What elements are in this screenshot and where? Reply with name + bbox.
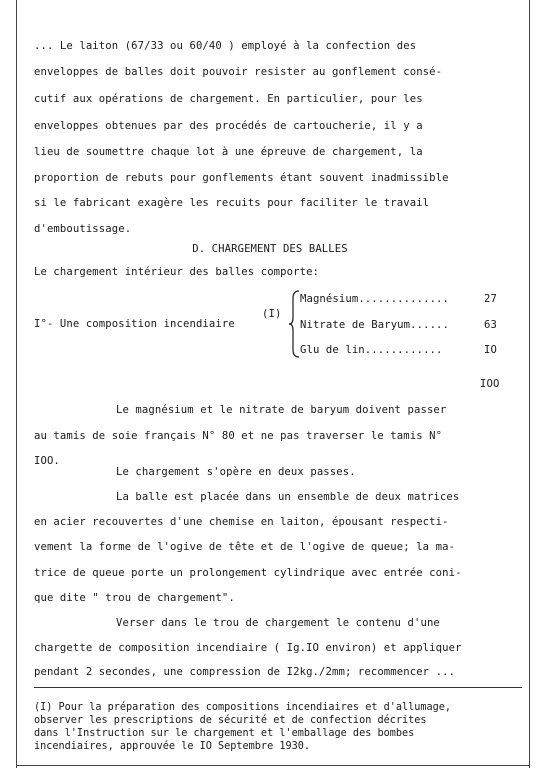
intro-line: Le chargement intérieur des balles comporte: — [34, 266, 320, 278]
paragraph-2-line-1: Le magnésium et le nitrate de baryum doivent passer — [116, 404, 447, 416]
paragraph-2-line-3: IOO. — [34, 455, 60, 467]
paragraph-5-line-1: Verser dans le trou de chargement le contenu d'une — [116, 617, 440, 629]
paragraph-1-line-5: lieu de soumettre chaque lot à une épreuve de chargement, la — [34, 146, 423, 158]
paragraph-1-line-4: enveloppes obtenues par des procédés de cartoucherie, il y a — [34, 120, 423, 132]
page-left-border — [16, 0, 17, 768]
paragraph-1-line-2: enveloppes de balles doit pouvoir resister au gonflement consé- — [34, 66, 443, 78]
ingredient-row-glu — [300, 344, 443, 357]
ingredient-value-glu: IO — [484, 344, 497, 356]
paragraph-1-line-3: cutif aux opérations de chargement. En particulier, pour les — [34, 93, 423, 105]
ingredient-row-magnesium — [300, 293, 449, 306]
page-bottom-border — [16, 765, 530, 766]
paragraph-1-line-1: ... Le laiton (67/33 ou 60/40 ) employé à la confection des — [34, 40, 417, 52]
paragraph-2-line-2: au tamis de soie français N° 80 et ne pas traverser le tamis N° — [34, 430, 443, 442]
composition-label: I°- Une composition incendiaire — [34, 318, 235, 330]
paragraph-4-line-4: trice de queue porte un prolongement cylindrique avec entrée coni- — [34, 567, 462, 579]
ingredient-row-nitrate — [300, 319, 449, 332]
ingredient-name: Glu de lin — [300, 344, 365, 356]
paragraph-4-line-3: vement la forme de l'ogive de tête et de l'ogive de queue; la ma- — [34, 541, 456, 553]
footnote-line-2: observer les prescriptions de sécurité et de confection décrites — [34, 715, 427, 726]
curly-brace — [288, 290, 300, 358]
ingredient-name: Magnésium — [300, 293, 359, 305]
paragraph-1-line-6: proportion de rebuts pour gonflements étant souvent inadmissible — [34, 172, 449, 184]
leader-dots: ............ — [364, 344, 443, 356]
footnote-reference: (I) — [262, 308, 282, 320]
ingredient-name: Nitrate de Baryum — [300, 319, 411, 331]
footnote-separator — [34, 687, 522, 688]
leader-dots: .............. — [358, 293, 450, 305]
footnote-line-3: dans l'Instruction sur le chargement et l'emballage des bombes — [34, 728, 415, 739]
footnote-line-4: incendiaires, approuvée le IO Septembre 1930. — [34, 741, 311, 752]
paragraph-4-line-2: en acier recouvertes d'une chemise en laiton, épousant respecti- — [34, 516, 449, 528]
page-right-border — [529, 0, 530, 768]
section-heading: D. CHARGEMENT DES BALLES — [192, 243, 348, 255]
paragraph-3: Le chargement s'opère en deux passes. — [116, 466, 356, 478]
paragraph-1-line-8: d'emboutissage. — [34, 223, 132, 235]
paragraph-4-line-1: La balle est placée dans un ensemble de deux matrices — [116, 491, 460, 503]
paragraph-4-line-5: que dite " trou de chargement". — [34, 592, 235, 604]
composition-total: IOO — [480, 378, 500, 390]
leader-dots: ...... — [410, 319, 450, 331]
ingredient-value-magnesium: 27 — [484, 293, 497, 305]
ingredient-value-nitrate: 63 — [484, 319, 497, 331]
paragraph-5-line-2: chargette de composition incendiaire ( Ig.IO environ) et appliquer — [34, 642, 462, 654]
footnote-line-1: (I) Pour la préparation des compositions incendiaires et d'allumage, — [34, 702, 452, 713]
paragraph-5-line-3: pendant 2 secondes, une compression de I2kg./2mm; recommencer ... — [34, 666, 456, 678]
paragraph-1-line-7: si le fabricant exagère les recuits pour faciliter le travail — [34, 197, 430, 209]
